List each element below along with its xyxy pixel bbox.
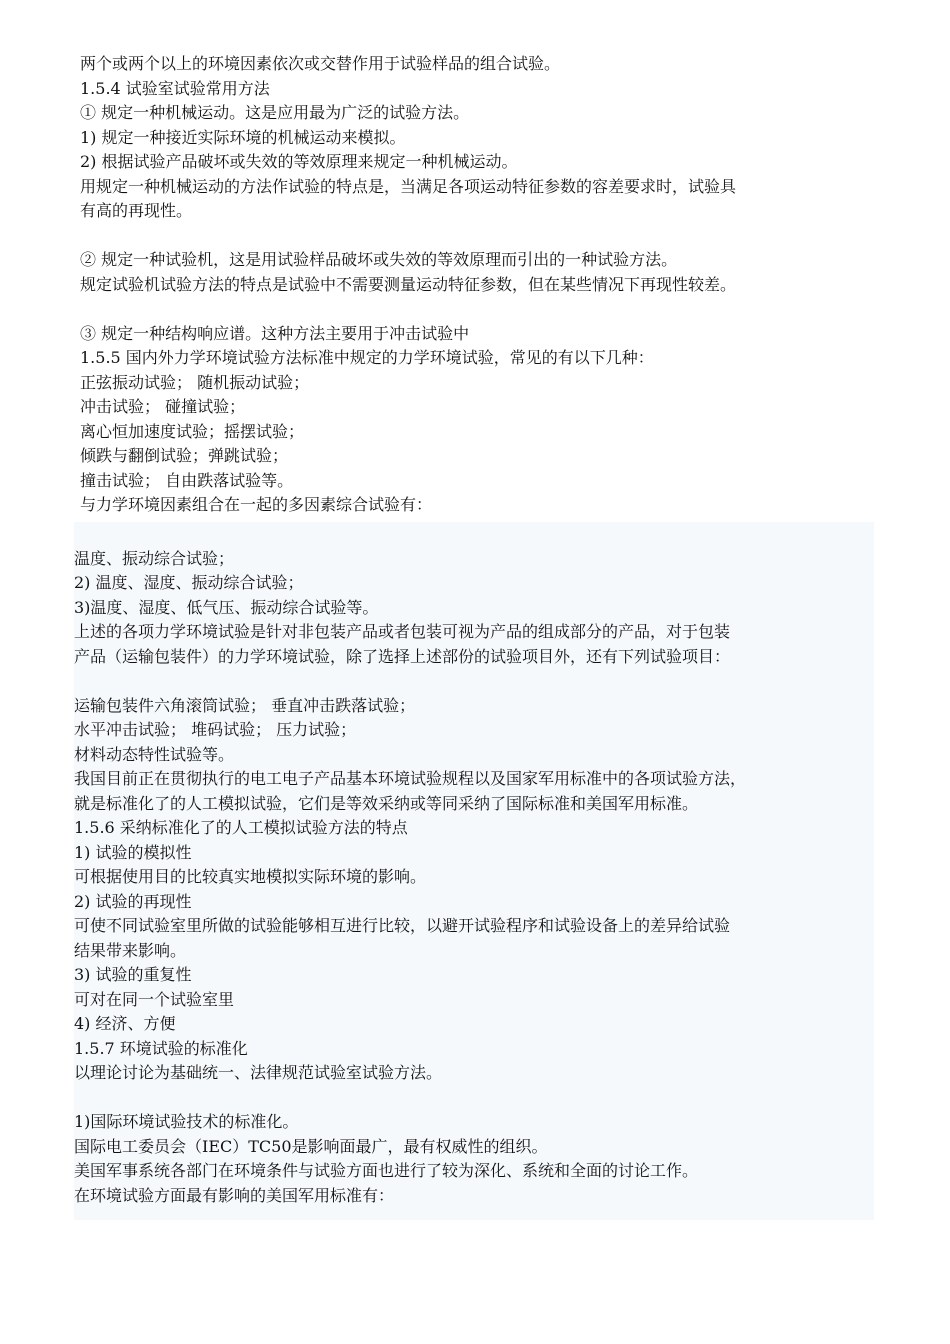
text-line: 规定试验机试验方法的特点是试验中不需要测量运动特征参数，但在某些情况下再现性较差。 [80,274,737,294]
text-line: 3) 试验的重复性 [74,965,192,984]
text-line: 与力学环境因素组合在一起的多因素综合试验有： [80,495,433,514]
text-line: ① 规定一种机械运动。这是应用最为广泛的试验方法。 [80,103,470,122]
text-line: 水平冲击试验； 堆码试验； 压力试验； [74,720,357,739]
text-line: 正弦振动试验； 随机振动试验； [80,372,310,392]
text-block-lower [74,522,874,1220]
blank-line [80,297,880,322]
text-line: 2) 试验的再现性 [74,891,192,911]
section-heading-1-5-5: 1.5.5 国内外力学环境试验方法标准中规定的力学环境试验，常见的有以下几种： [80,348,654,367]
text-line: 1) 规定一种接近实际环境的机械运动来模拟。 [80,127,406,147]
blank-line [80,224,880,249]
text-line: 3)温度、湿度、低气压、振动综合试验等。 [74,597,379,617]
text-line: 4) 经济、方便 [74,1014,176,1033]
section-heading-1-5-4: 1.5.4 试验室试验常用方法 [80,78,270,98]
text-line: 就是标准化了的人工模拟试验，它们是等效采纳或等同采纳了国际标准和美国军用标准。 [74,793,699,813]
text-line: ③ 规定一种结构响应谱。这种方法主要用于冲击试验中 [80,323,470,343]
text-line: 有高的再现性。 [80,201,193,220]
text-line: ② 规定一种试验机，这是用试验样品破坏或失效的等效原理而引出的一种试验方法。 [80,250,678,269]
text-line: 结果带来影响。 [74,940,187,960]
text-line: 1) 试验的模拟性 [74,842,192,862]
text-line: 2) 温度、湿度、振动综合试验； [74,573,304,592]
blank-line [74,522,874,547]
text-line: 1)国际环境试验技术的标准化。 [74,1112,299,1131]
blank-line [74,669,874,694]
text-line: 用规定一种机械运动的方法作试验的特点是，当满足各项运动特征参数的容差要求时，试验具 [80,176,737,196]
text-line: 材料动态特性试验等。 [74,744,235,764]
text-line: 温度、振动综合试验； [74,548,235,568]
text-line: 国际电工委员会（IEC）TC50是影响面最广，最有权威性的组织。 [74,1136,548,1156]
text-line: 两个或两个以上的环境因素依次或交替作用于试验样品的组合试验。 [80,54,561,73]
blank-line [74,1086,874,1111]
text-line: 上述的各项力学环境试验是针对非包装产品或者包装可视为产品的组成部分的产品，对于包装 [74,622,731,641]
text-line: 离心恒加速度试验；摇摆试验； [80,421,305,441]
text-line: 在环境试验方面最有影响的美国军用标准有： [74,1185,395,1205]
text-line: 可对在同一个试验室里 [74,989,235,1009]
text-line: 美国军事系统各部门在环境条件与试验方面也进行了较为深化、系统和全面的讨论工作。 [74,1161,699,1180]
text-line: 以理论讨论为基础统一、法律规范试验室试验方法。 [74,1063,443,1082]
text-line: 可根据使用目的比较真实地模拟实际环境的影响。 [74,867,427,886]
text-line: 倾跌与翻倒试验；弹跳试验； [80,446,289,465]
text-line: 撞击试验； 自由跌落试验等。 [80,470,294,490]
section-heading-1-5-6: 1.5.6 采纳标准化了的人工模拟试验方法的特点 [74,818,408,837]
text-line: 运输包装件六角滚筒试验； 垂直冲击跌落试验； [74,695,416,715]
text-line: 冲击试验； 碰撞试验； [80,397,246,416]
text-line: 2) 根据试验产品破坏或失效的等效原理来规定一种机械运动。 [80,152,518,171]
text-line: 产品（运输包装件）的力学环境试验，除了选择上述部份的试验项目外，还有下列试验项目： [74,646,731,666]
text-line: 可使不同试验室里所做的试验能够相互进行比较，以避开试验程序和试验设备上的差异给试验 [74,916,731,935]
text-line: 我国目前正在贯彻执行的电工电子产品基本环境试验规程以及国家军用标准中的各项试验方法， [74,769,747,788]
section-heading-1-5-7: 1.5.7 环境试验的标准化 [74,1038,248,1058]
text-block-upper [80,52,880,518]
